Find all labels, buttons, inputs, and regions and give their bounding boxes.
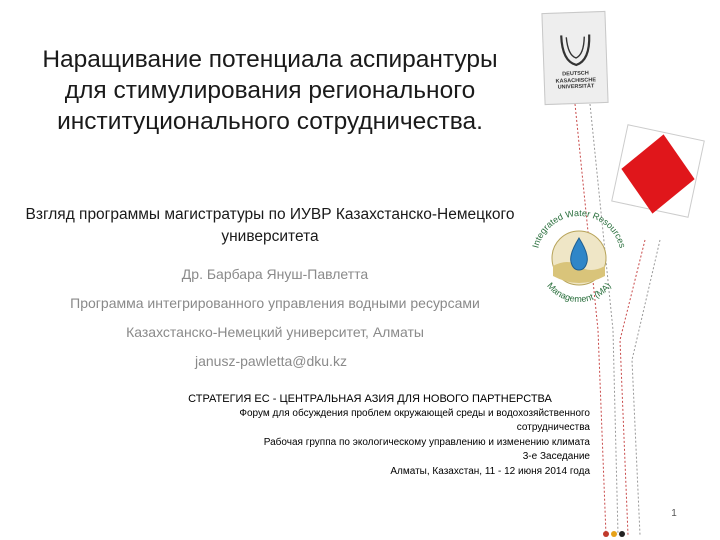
dku-logo-icon <box>555 30 596 71</box>
author-block <box>20 262 530 378</box>
decor-dot-red <box>603 531 609 537</box>
author-program: Программа интегрированного управления водными ресурсами <box>70 295 480 311</box>
iwrm-logo <box>523 196 633 316</box>
event-block <box>150 392 590 479</box>
author-email: janusz-pawletta@dku.kz <box>195 353 347 369</box>
page-number: 1 <box>671 508 677 519</box>
author-university: Казахстанско-Немецкий университет, Алматы <box>126 324 424 340</box>
iwrm-ring-text-bottom: Management (MA) <box>545 280 613 305</box>
decor-dot-orange <box>611 531 617 537</box>
author-name: Др. Барбара Януш-Павлетта <box>181 266 369 282</box>
university-logo-text: DEUTSCH KASACHISCHE UNIVERSITÄT <box>555 70 597 91</box>
iwrm-ring-text-top: Integrated Water Resources <box>530 207 628 250</box>
decor-dot-black <box>619 531 625 537</box>
event-place-date: Алматы, Казахстан, 11 - 12 июня 2014 года <box>390 465 590 477</box>
event-heading: СТРАТЕГИЯ ЕС - ЦЕНТРАЛЬНАЯ АЗИЯ ДЛЯ НОВОГО ПАРТНЕРСТВА <box>188 393 552 405</box>
event-working-group: Рабочая группа по экологическому управлению и изменению климата <box>263 436 590 448</box>
event-session: 3-е Заседание <box>522 451 590 462</box>
slide-title: Наращивание потенциала аспирантуры для стимулирования регионального институционального сотрудничества. <box>42 46 498 135</box>
slide-subtitle: Взгляд программы магистратуры по ИУВР Казахстанско-Немецкого университета <box>25 206 515 245</box>
university-logo <box>541 11 608 105</box>
event-forum-line1: Форум для обсуждения проблем окружающей среды и водохозяйственного <box>239 407 590 419</box>
event-forum-line2: сотрудничества <box>516 422 590 433</box>
